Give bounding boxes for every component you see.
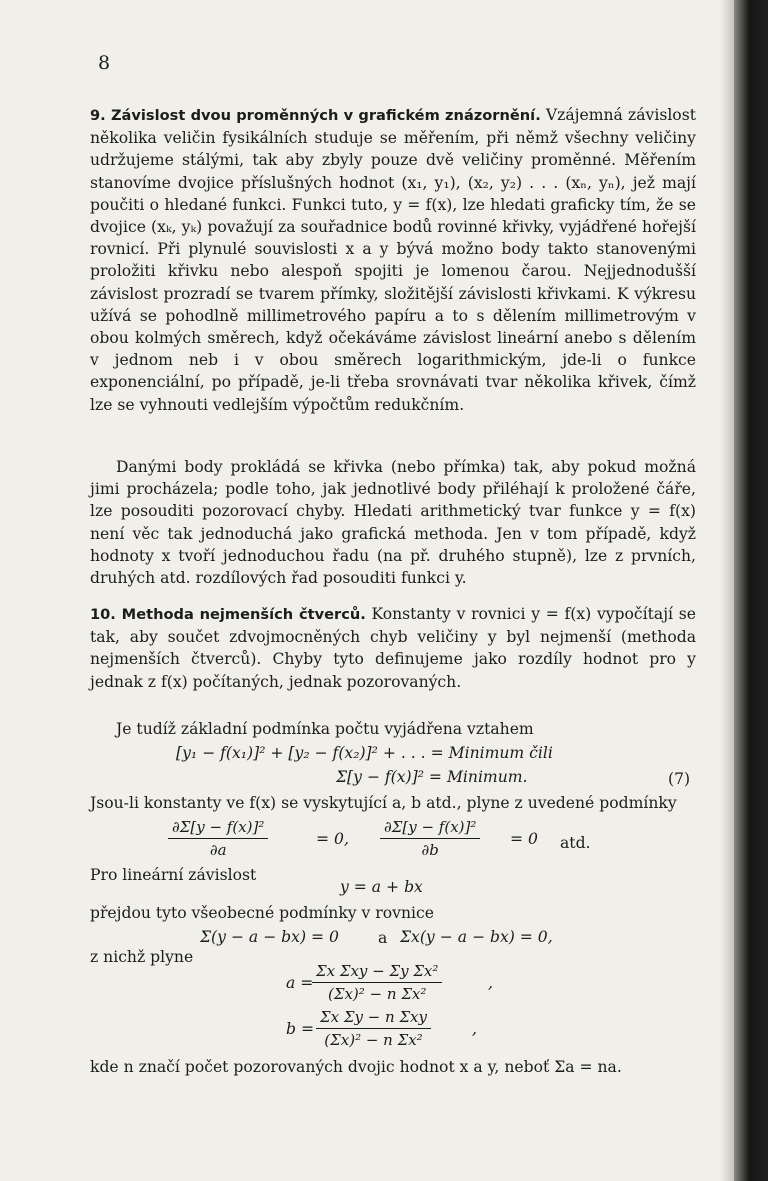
normal-equations-conjunction: a: [378, 929, 388, 947]
a-lhs: a =: [286, 974, 314, 992]
page-gutter-shadow: [720, 0, 734, 1181]
section-10-text-4: Pro lineární závislost: [90, 866, 257, 884]
section-9-text-1: Vzájemná závislost několika veličin fysikálních studuje se měřením, při němž všechny veličiny udržujeme stálými, tak aby zbyly pouze dvě veličiny proměnné. Měřením stanovíme dvojice příslušných hodnot (x₁, y₁), (x₂, y₂) . . . (xₙ, yₙ), jež mají poučiti o hledané funkci. Funkci tuto, y = f(x), lze hledati graficky tím, že se dvojice (xₖ, yₖ) považují za souřadnice bodů rovinné křivky, vyjádřené hořejší rovnicí. Při plynulé souvislosti x a y bývá možno body takto stanovenými proložiti křivku nebo alespoň spojiti je lomenou čarou. Nejjednodušší závislost prozradí se tvarem přímky, složitější závislosti křivkami. K výkresu užívá se pohodlně millimetrového papíru a to s dělením millimetrovým v obou kolmých směrech, když očekáváme závislost lineární anebo s dělením v jednom neb i v obou směrech logarithmickým, jde-li o funkce exponenciální, po případě, je-li třeba srovnávati tvar několika křivek, čímž lze se vyhnouti vedlejším výpočtům redukčním.: [90, 106, 696, 414]
section-10-text-3: Jsou-li konstanty ve f(x) se vyskytující a, b atd., plyne z uvedené podmínky: [90, 794, 677, 812]
section-9-text-2: Danými body prokládá se křivka (nebo přímka) tak, aby pokud možná jimi procházela; podle toho, jak jednotlivé body přiléhají k proložené čáře, lze posouditi pozorovací chyby. Hledati arithmetický tvar funkce y = f(x) není věc tak jednoduchá jako grafická methoda. Jen v tom případě, když hodnoty x tvoří jednoduchou řadu (na př. druhého stupně), lze z prvních, druhých atd. rozdílových řad posouditi funkci y.: [90, 458, 696, 588]
section-10-text-2: Je tudíž základní podmínka počtu vyjádřena vztahem: [116, 720, 534, 738]
section-10-text-7: kde n značí počet pozorovaných dvojic hodnot x a y, neboť Σa = na.: [90, 1058, 622, 1076]
equation-7-line-2: Σ[y − f(x)]² = Minimum.: [336, 768, 528, 786]
section-10-text-5: přejdou tyto všeobecné podmínky v rovnice: [90, 904, 434, 922]
section-10-text-1: Konstanty v rovnici y = f(x) vypočítají se tak, aby součet zdvojmocněných chyb veličiny y byl nejmenší (methoda nejmenších čtverců). Chyby tyto definujeme jako rozdíly hodnot pro y jednak z f(x) počítaných, jednak pozorovaných.: [90, 605, 696, 691]
section-9-heading: 9. Závislost dvou proměnných v grafickém znázornění.: [90, 107, 541, 124]
section-10-paragraph-1: [90, 603, 696, 693]
a-denominator: (Σx)² − n Σx²: [328, 985, 427, 1003]
section-10-text-6: z nichž plyne: [90, 948, 194, 966]
b-lhs: b =: [286, 1020, 315, 1038]
normal-equation-1: Σ(y − a − bx) = 0: [200, 928, 339, 946]
section-10-paragraph-5: [90, 902, 696, 924]
partial-b-denominator: ∂b: [421, 841, 439, 859]
b-numerator: Σx Σy − n Σxy: [316, 1008, 431, 1029]
b-formula: [316, 1008, 431, 1049]
page-number: 8: [98, 52, 111, 74]
a-numerator: Σx Σxy − Σy Σx²: [312, 962, 442, 983]
partial-derivative-a: [168, 818, 268, 859]
a-formula: [312, 962, 442, 1003]
book-spine: [734, 0, 768, 1181]
section-10-paragraph-7: [90, 1056, 696, 1078]
b-denominator: (Σx)² − n Σx²: [324, 1031, 423, 1049]
equation-7-line-1: [y₁ − f(x₁)]² + [y₂ − f(x₂)]² + . . . = Minimum čili: [176, 744, 553, 762]
b-rhs: ,: [472, 1020, 477, 1038]
partial-b-suffix: atd.: [560, 834, 591, 852]
partial-a-rhs: = 0,: [316, 830, 349, 848]
partial-a-numerator: ∂Σ[y − f(x)]²: [168, 818, 268, 839]
partial-derivative-b: [380, 818, 480, 859]
partial-b-rhs: = 0: [510, 830, 538, 848]
section-10-paragraph-3: [90, 792, 696, 814]
partial-a-denominator: ∂a: [209, 841, 227, 859]
section-10-heading: 10. Methoda nejmenších čtverců.: [90, 606, 366, 623]
partial-b-numerator: ∂Σ[y − f(x)]²: [380, 818, 480, 839]
linear-equation: y = a + bx: [340, 878, 423, 896]
a-rhs: ,: [488, 974, 493, 992]
section-9-paragraph-1: [90, 104, 696, 416]
section-9-paragraph-2: [90, 456, 696, 589]
normal-equation-2: Σx(y − a − bx) = 0,: [400, 928, 553, 946]
equation-7-label: (7): [668, 770, 691, 788]
section-10-paragraph-2: [90, 718, 696, 740]
